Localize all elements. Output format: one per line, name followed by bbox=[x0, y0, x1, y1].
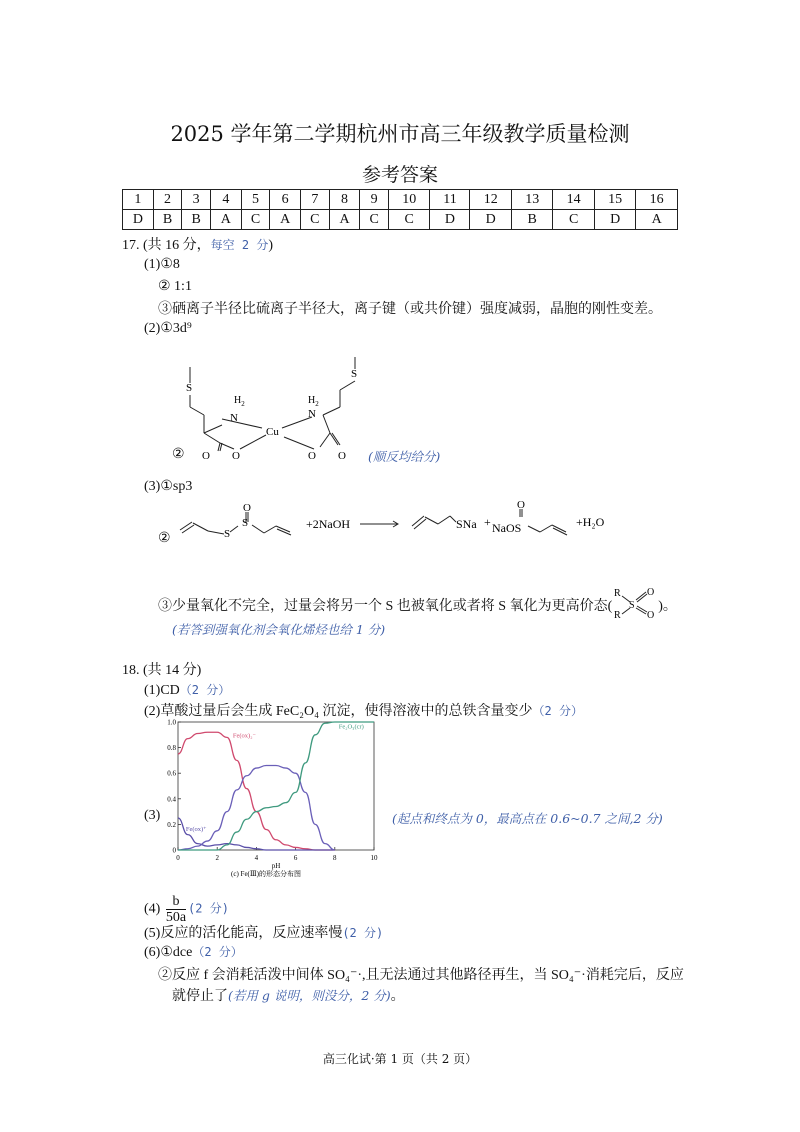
answer-number-cell: 7 bbox=[301, 190, 330, 210]
x-tick-label: 2 bbox=[215, 854, 219, 862]
q17-p3-2-marker: ② bbox=[158, 531, 171, 546]
q18-p3-note: (起点和终点为 0，最高点在 0.6~0.7 之间,2 分) bbox=[392, 811, 663, 826]
q17-p1-1: (1)①8 bbox=[144, 257, 180, 272]
sulfone-o2: O bbox=[647, 610, 655, 621]
answer-number-cell: 2 bbox=[153, 190, 182, 210]
q18-p6-2-end: 。 bbox=[390, 989, 405, 1004]
q17-p3-3 bbox=[158, 586, 677, 620]
answer-number-cell: 16 bbox=[636, 190, 678, 210]
x-tick-label: 8 bbox=[333, 854, 337, 862]
q18-p2-text: (2)草酸过量后会生成 FeC₂O₄ 沉淀，使得溶液中的总铁含量变少 bbox=[144, 704, 533, 719]
reaction-o1: O bbox=[243, 502, 251, 514]
reaction-sna: SNa bbox=[456, 517, 477, 531]
q17-p2-1: (2)①3d⁹ bbox=[144, 321, 192, 336]
q18-p6-2-text: 就停止了 bbox=[172, 989, 228, 1004]
q17-p1-3: ③硒离子半径比硫离子半径大，离子键（或共价键）强度减弱，晶胞的刚性变差。 bbox=[158, 302, 662, 317]
struct-label-s-left: S bbox=[186, 382, 193, 394]
q18-p6-1-score: （2 分） bbox=[192, 945, 243, 959]
y-tick-label: 0.8 bbox=[167, 744, 176, 753]
answer-letter-cell: D bbox=[430, 210, 470, 230]
answer-number-cell: 9 bbox=[360, 190, 389, 210]
struct-label-h2-right: $H_2$ bbox=[308, 395, 319, 408]
answer-number-cell: 15 bbox=[594, 190, 635, 210]
page-title: 2025 学年第二学期杭州市高三年级教学质量检测 bbox=[170, 122, 630, 146]
series-label-3: Fe₂O₃(cr) bbox=[338, 723, 364, 731]
x-axis-label: pH bbox=[271, 862, 281, 870]
reaction-plus-naoh: +2NaOH bbox=[306, 517, 351, 531]
answer-letter-cell: C bbox=[388, 210, 429, 230]
fe-speciation-chart bbox=[162, 718, 382, 878]
chart-labels bbox=[186, 723, 364, 832]
answer-letter-cell: D bbox=[123, 210, 154, 230]
series-line-2 bbox=[178, 766, 335, 850]
copper-complex-structure bbox=[186, 355, 360, 465]
answer-letter-cell: D bbox=[594, 210, 635, 230]
q17-p3-3-text: ③少量氧化不完全，过量会将另一个 S 也被氧化或者将 S 氧化为更高价态( bbox=[158, 599, 613, 614]
y-tick-label: 0.4 bbox=[167, 795, 176, 804]
q18-p4-numerator: b bbox=[166, 894, 186, 910]
page-footer: 高三化试·第 1 页（共 2 页） bbox=[322, 1052, 478, 1066]
q18-p3-marker: (3) bbox=[144, 808, 161, 823]
struct-label-s-right: S bbox=[351, 368, 358, 380]
q17-header-close: ) bbox=[268, 238, 274, 253]
sulfone-r1: R bbox=[614, 588, 621, 599]
sulfone-s: S bbox=[629, 600, 635, 611]
reaction-naos: NaOS bbox=[492, 521, 522, 535]
sulfone-r2: R bbox=[614, 610, 621, 621]
answer-letter-cell: A bbox=[270, 210, 301, 230]
q17-p3-3-note: (若答到强氧化剂会氧化烯烃也给 1 分) bbox=[172, 622, 386, 637]
y-tick-label: 0.2 bbox=[167, 820, 176, 829]
q17-p3-1: (3)①sp3 bbox=[144, 479, 193, 494]
sulfone-o1: O bbox=[647, 587, 655, 598]
q17-p3-3-close: )。 bbox=[658, 599, 677, 614]
answer-number-row bbox=[123, 190, 678, 210]
answer-letter-cell: C bbox=[553, 210, 594, 230]
reaction-scheme bbox=[172, 500, 632, 550]
q18-p6-1-text: (6)①dce bbox=[144, 945, 193, 960]
answer-letter-cell: B bbox=[182, 210, 211, 230]
answer-letter-cell: C bbox=[241, 210, 270, 230]
answer-letter-cell: B bbox=[511, 210, 552, 230]
answer-number-cell: 10 bbox=[388, 190, 429, 210]
q18-p4 bbox=[144, 894, 229, 925]
chart-caption: (c) Fe(Ⅲ)的形态分布图 bbox=[231, 870, 301, 878]
answer-number-cell: 14 bbox=[553, 190, 594, 210]
q18-header: 18. (共 14 分) bbox=[122, 663, 202, 678]
answer-number-cell: 6 bbox=[270, 190, 301, 210]
answer-letter-row bbox=[123, 210, 678, 230]
reaction-water: +H₂O bbox=[576, 515, 605, 529]
series-label-1: Fe(ox)⁺ bbox=[185, 825, 207, 833]
sulfone-structure bbox=[612, 586, 658, 620]
q17-p2-2-marker: ② bbox=[172, 447, 185, 462]
reaction-s2: S bbox=[242, 517, 249, 529]
answer-letter-cell: C bbox=[360, 210, 389, 230]
q18-p5-text: (5)反应的活化能高，反应速率慢 bbox=[144, 926, 343, 941]
answer-number-cell: 13 bbox=[511, 190, 552, 210]
reaction-o2: O bbox=[517, 499, 525, 511]
q18-p2-score: （2 分） bbox=[532, 704, 583, 718]
x-tick-label: 10 bbox=[370, 854, 378, 862]
answer-number-cell: 12 bbox=[470, 190, 511, 210]
y-tick-label: 0.6 bbox=[167, 769, 176, 778]
series-label-0: Fe(ox)₂⁻ bbox=[232, 732, 256, 740]
reaction-s1: S bbox=[224, 528, 231, 540]
q18-p4-fraction bbox=[166, 894, 186, 925]
q18-p6-1 bbox=[144, 943, 243, 961]
q18-p4-score: (2 分) bbox=[188, 901, 229, 916]
struct-label-o1: O bbox=[202, 450, 210, 462]
q18-p6-2-line2 bbox=[172, 985, 405, 1005]
q18-p1-score: （2 分） bbox=[179, 683, 231, 697]
q17-header-text: 17. (共 16 分， bbox=[122, 238, 211, 253]
answer-number-cell: 3 bbox=[182, 190, 211, 210]
series-line-3 bbox=[178, 722, 374, 850]
struct-label-n-right: N bbox=[308, 408, 316, 420]
chart-lines bbox=[178, 722, 374, 850]
answer-letter-cell: A bbox=[329, 210, 360, 230]
answer-letter-cell: C bbox=[301, 210, 330, 230]
struct-label-o3: O bbox=[308, 450, 316, 462]
chart-frame bbox=[178, 722, 374, 850]
x-tick-label: 0 bbox=[176, 854, 180, 862]
x-tick-label: 4 bbox=[254, 854, 259, 862]
struct-label-o2: O bbox=[232, 450, 240, 462]
q17-header bbox=[122, 234, 273, 254]
q17-p2-2-note: (顺反均给分) bbox=[368, 449, 441, 464]
struct-label-n-left: N bbox=[230, 412, 238, 424]
q18-p4-marker: (4) bbox=[144, 901, 161, 917]
q18-p5-score: (2 分) bbox=[342, 926, 384, 940]
q17-p1-2: ② 1:1 bbox=[158, 279, 192, 294]
q18-p1 bbox=[144, 681, 230, 699]
answer-letter-cell: B bbox=[153, 210, 182, 230]
answer-letter-cell: A bbox=[210, 210, 241, 230]
answer-number-cell: 4 bbox=[210, 190, 241, 210]
q18-p1-text: (1)CD bbox=[144, 683, 180, 698]
answer-letter-cell: A bbox=[636, 210, 678, 230]
q18-p2 bbox=[144, 700, 583, 720]
answer-number-cell: 11 bbox=[430, 190, 470, 210]
chart-axes bbox=[167, 719, 378, 879]
q18-p6-2-note: (若用 g 说明，则没分，2 分) bbox=[228, 988, 391, 1003]
answer-number-cell: 1 bbox=[123, 190, 154, 210]
reaction-plus: + bbox=[484, 515, 491, 529]
q18-p5 bbox=[144, 922, 383, 942]
answer-number-cell: 8 bbox=[329, 190, 360, 210]
q18-p4-denominator: 50a bbox=[165, 910, 187, 925]
y-tick-label: 1.0 bbox=[167, 718, 176, 727]
answer-letter-cell: D bbox=[470, 210, 511, 230]
q18-p6-2-line1: ②反应 f 会消耗活泼中间体 SO₄⁻·,且无法通过其他路径再生，当 SO₄⁻·消耗完后，反应 bbox=[158, 968, 684, 983]
page-subtitle: 参考答案 bbox=[361, 164, 438, 186]
struct-label-h2-left: $H_2$ bbox=[234, 395, 245, 408]
struct-label-cu: Cu bbox=[266, 426, 279, 438]
y-tick-label: 0 bbox=[172, 846, 176, 855]
x-tick-label: 6 bbox=[293, 854, 298, 862]
answer-table bbox=[122, 189, 678, 230]
answer-number-cell: 5 bbox=[241, 190, 270, 210]
q17-header-note: 每空 2 分 bbox=[210, 238, 269, 252]
struct-label-o4: O bbox=[338, 450, 346, 462]
